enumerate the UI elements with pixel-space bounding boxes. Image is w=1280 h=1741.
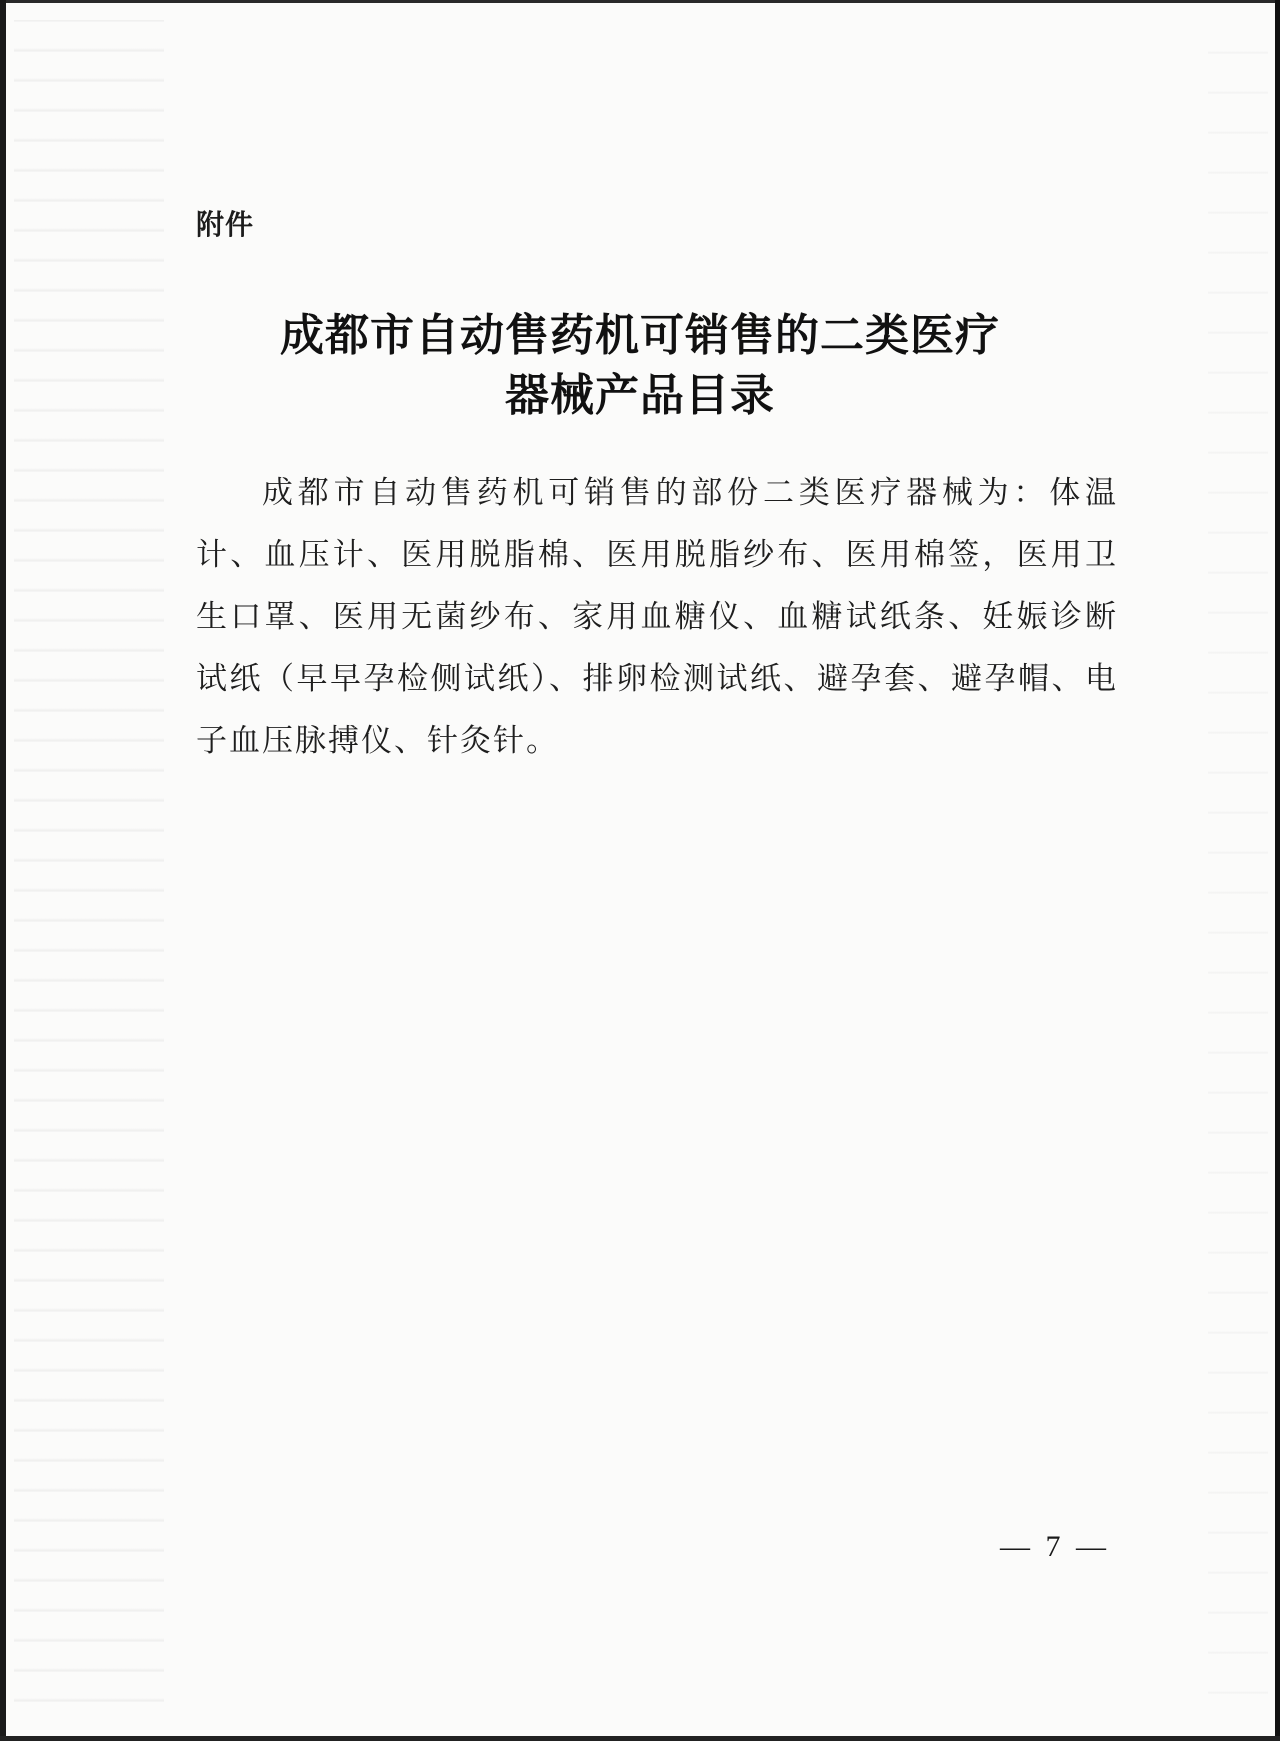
scan-edge-bottom	[0, 1736, 1280, 1741]
scan-edge-left	[0, 0, 6, 1741]
scan-edge-top	[0, 0, 1280, 3]
document-title-line-1: 成都市自动售药机可销售的二类医疗	[280, 310, 1000, 361]
scan-edge-right	[1275, 0, 1280, 1741]
show-through-noise-right	[1208, 20, 1268, 1720]
show-through-noise-left	[14, 20, 164, 1720]
document-title	[180, 306, 1100, 426]
attachment-label: 附件	[196, 208, 255, 241]
body-paragraph: 成都市自动售药机可销售的部份二类医疗器械为：体温计、血压计、医用脱脂棉、医用脱脂纱布、医用棉签，医用卫生口罩、医用无菌纱布、家用血糖仪、血糖试纸条、妊娠诊断试纸（早早孕检侧试纸）、排卵检测试纸、避孕套、避孕帽、电子血压脉搏仪、针灸针。	[196, 475, 1118, 759]
document-title-line-2: 器械产品目录	[505, 370, 775, 421]
page-number: — 7 —	[1000, 1530, 1110, 1563]
